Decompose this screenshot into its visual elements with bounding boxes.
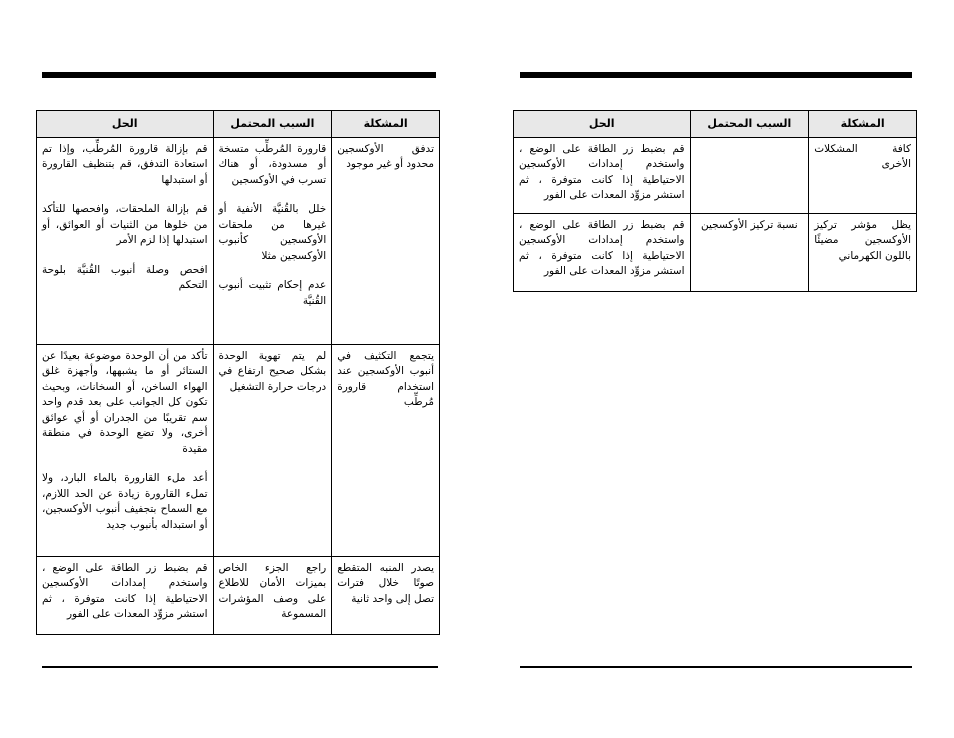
problem-cell xyxy=(809,137,917,213)
cause-cell xyxy=(213,556,332,634)
problem-text: يتجمع التكثيف في أنبوب الأوكسجين عند استخدام قارورة مُرطِّب xyxy=(337,349,434,408)
cause-cell xyxy=(690,137,809,213)
header-cause: السبب المحتمل xyxy=(213,111,332,138)
table-row xyxy=(514,137,917,213)
header-solution: الحل xyxy=(514,111,691,138)
problem-cell xyxy=(332,556,440,634)
solution-text: قم بضبط زر الطاقة على الوضع ، واستخدم إمدادات الأوكسجين الاحتياطية إذا كانت متوفرة ، ثم استشر مزوِّد المعدات على الفور xyxy=(519,142,685,201)
left-page-bottom-rule xyxy=(42,666,438,668)
table-row xyxy=(514,213,917,291)
problem-text: كافة المشكلات الأخرى xyxy=(814,142,911,170)
solution-text: قم بضبط زر الطاقة على الوضع ، واستخدم إمدادات الأوكسجين الاحتياطية إذا كانت متوفرة ، ثم استشر مزوِّد المعدات على الفور xyxy=(519,218,685,277)
cause-cell xyxy=(213,137,332,344)
left-page-top-rule xyxy=(42,72,436,78)
cause-text: خلل بالقُنيَّة الأنفية أو غيرها من ملحقات الأوكسجين كأنبوب الأوكسجين مثلا xyxy=(218,203,327,262)
cause-text: عدم إحكام تثبيت أنبوب القُنيَّة xyxy=(218,279,327,307)
solution-text: أعد ملء القارورة بالماء البارد، ولا تملء القارورة زيادة عن الحد اللازم، مع السماح بتجفيف أنبوب الأوكسجين، أو استبداله بأنبوب جديد xyxy=(42,472,208,531)
cause-text: راجع الجزء الخاص بميزات الأمان للاطلاع على وصف المؤشرات المسموعة xyxy=(218,561,327,620)
table-row xyxy=(37,137,440,344)
problem-cell xyxy=(332,344,440,556)
header-cause: السبب المحتمل xyxy=(690,111,809,138)
header-problem: المشكلة xyxy=(809,111,917,138)
solution-text: قم بإزالة الملحقات، وافحصها للتأكد من خلوها من الثنيات أو العوائق، أو استبدلها إذا لزم الأمر xyxy=(42,203,208,246)
problem-text: يصدر المنبه المتقطع صوتًا خلال فترات تصل إلى واحد ثانية xyxy=(337,561,434,605)
solution-text: افحص وصلة أنبوب القُنيَّة بلوحة التحكم xyxy=(42,263,208,291)
right-page-top-rule xyxy=(520,72,912,78)
problem-text: يظل مؤشر تركيز الأوكسجين مضيئًا باللون الكهرماني xyxy=(814,218,911,262)
solution-cell xyxy=(37,137,214,344)
cause-text: لم يتم تهوية الوحدة بشكل صحيح ارتفاع في درجات حرارة التشغيل xyxy=(218,349,327,393)
solution-cell xyxy=(37,556,214,634)
left-troubleshooting-table xyxy=(36,110,440,635)
right-page-bottom-rule xyxy=(520,666,912,668)
solution-cell xyxy=(37,344,214,556)
cause-text: نسبة تركيز الأوكسجين xyxy=(700,218,798,231)
solution-text: قم بضبط زر الطاقة على الوضع ، واستخدم إمدادات الأوكسجين الاحتياطية إذا كانت متوفرة ، ثم استشر مزوِّد المعدات على الفور xyxy=(42,561,208,620)
cause-text: قارورة المُرطِّب متسخة أو مسدودة، أو هناك تسرب في الأوكسجين xyxy=(218,142,327,186)
table-row xyxy=(37,556,440,634)
solution-text: تأكد من أن الوحدة موضوعة بعيدًا عن الستائر أو ما يشبهها، وأجهزة غلق الهواء الساخن، أو السخانات، وبحيث تكون كل الجوانب على بعد قدم واحد سم تقريبًا من الجدران أو أي عوائق أخرى، ولا تضع الوحدة في منطقة مقيدة xyxy=(42,349,208,455)
cause-cell xyxy=(213,344,332,556)
table-row xyxy=(37,344,440,556)
solution-text: قم بإزالة قارورة المُرطِّب، وإذا تم استعادة التدفق، قم بتنظيف القارورة أو استبدلها xyxy=(42,142,208,186)
header-problem: المشكلة xyxy=(332,111,440,138)
cause-cell xyxy=(690,213,809,291)
problem-text: تدفق الأوكسجين محدود أو غير موجود xyxy=(337,142,434,170)
problem-cell xyxy=(332,137,440,344)
problem-cell xyxy=(809,213,917,291)
header-solution: الحل xyxy=(37,111,214,138)
right-troubleshooting-table xyxy=(513,110,917,292)
solution-cell xyxy=(514,213,691,291)
solution-cell xyxy=(514,137,691,213)
